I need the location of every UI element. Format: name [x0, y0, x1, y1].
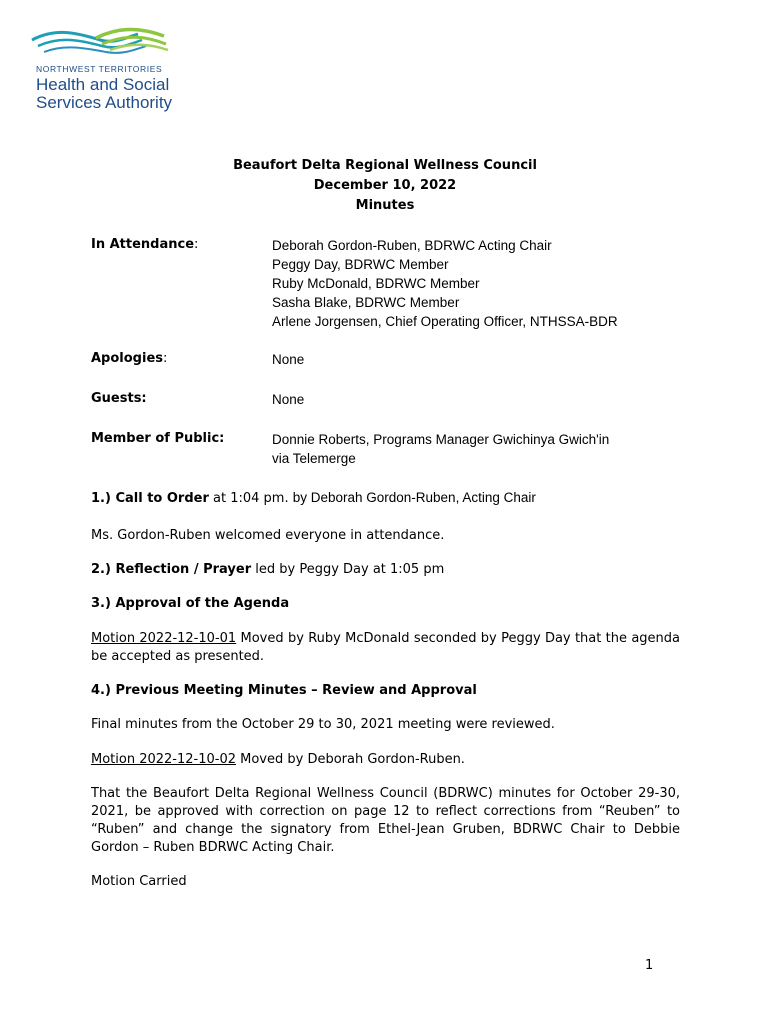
motion-text: Moved by Deborah Gordon-Ruben.	[236, 752, 465, 767]
item1-heading: 1.) Call to Order	[91, 491, 209, 506]
welcome-text: Ms. Gordon-Ruben welcomed everyone in attendance.	[91, 528, 445, 543]
minutes-motion	[91, 751, 680, 769]
attendee: Deborah Gordon-Ruben, BDRWC Acting Chair	[272, 238, 552, 253]
minutes-resolution: That the Beaufort Delta Regional Wellness Council (BDRWC) minutes for October 29-30, 2021, be approved with correction on page 12 to reflect corrections from “Reuben” to “Ruben” and change the signatory from Ethel-Jean Gruben, BDRWC Chair to Debbie Gordon – Ruben BDRWC Acting Chair.	[91, 786, 680, 855]
wave-graphic	[30, 26, 170, 66]
attendee: Ruby McDonald, BDRWC Member	[272, 276, 480, 291]
attendance-list	[272, 236, 618, 331]
motion-text: Moved by Ruby McDonald seconded by Peggy Day that the agenda be accepted as presented.	[91, 631, 680, 664]
document-title	[0, 156, 770, 216]
public-label: Member of Public:	[91, 431, 225, 446]
organization-name: Beaufort Delta Regional Wellness Council	[233, 158, 537, 173]
apologies-label-text: Apologies	[91, 351, 164, 366]
attendance-label-text: In Attendance	[91, 237, 195, 252]
item2-heading: 2.) Reflection / Prayer	[91, 562, 252, 577]
public-value	[272, 430, 609, 468]
item1-time: at 1:04 pm.	[208, 491, 293, 506]
attendance-label	[91, 237, 198, 252]
item-call-to-order	[91, 489, 680, 508]
item-reflection-prayer	[91, 561, 680, 579]
apologies-label	[91, 351, 167, 366]
logo-name-line1: Health and Social	[36, 75, 170, 94]
apologies-label-colon: :	[163, 351, 168, 366]
meeting-date: December 10, 2022	[313, 178, 457, 193]
nwt-hssa-logo	[30, 26, 173, 116]
item4-heading: 4.) Previous Meeting Minutes – Review and Approval	[91, 683, 477, 698]
public-line: via Telemerge	[272, 451, 356, 466]
attendance-label-colon: :	[194, 237, 199, 252]
attendee: Arlene Jorgensen, Chief Operating Officer, NTHSSA-BDR	[272, 314, 618, 329]
logo-territory: NORTHWEST TERRITORIES	[36, 64, 163, 74]
item2-text: led by Peggy Day at 1:05 pm	[251, 562, 445, 577]
minutes-reviewed: Final minutes from the October 29 to 30, 2021 meeting were reviewed.	[91, 717, 555, 732]
apologies-value: None	[272, 352, 305, 367]
agenda-motion	[91, 630, 680, 666]
motion-id: Motion 2022-12-10-01	[91, 631, 237, 646]
logo-name-line2: Services Authority	[36, 93, 173, 112]
guests-value: None	[272, 392, 305, 407]
guests-label: Guests:	[91, 391, 147, 406]
motion-result: Motion Carried	[91, 874, 187, 889]
attendee: Sasha Blake, BDRWC Member	[272, 295, 460, 310]
attendee: Peggy Day, BDRWC Member	[272, 257, 449, 272]
item1-by: by Deborah Gordon-Ruben, Acting Chair	[292, 490, 536, 505]
motion-id: Motion 2022-12-10-02	[91, 752, 236, 767]
item3-heading: 3.) Approval of the Agenda	[91, 596, 290, 611]
public-line: Donnie Roberts, Programs Manager Gwichinya Gwich'in	[272, 432, 610, 447]
page-number: 1	[645, 958, 654, 973]
document-type: Minutes	[355, 198, 415, 213]
